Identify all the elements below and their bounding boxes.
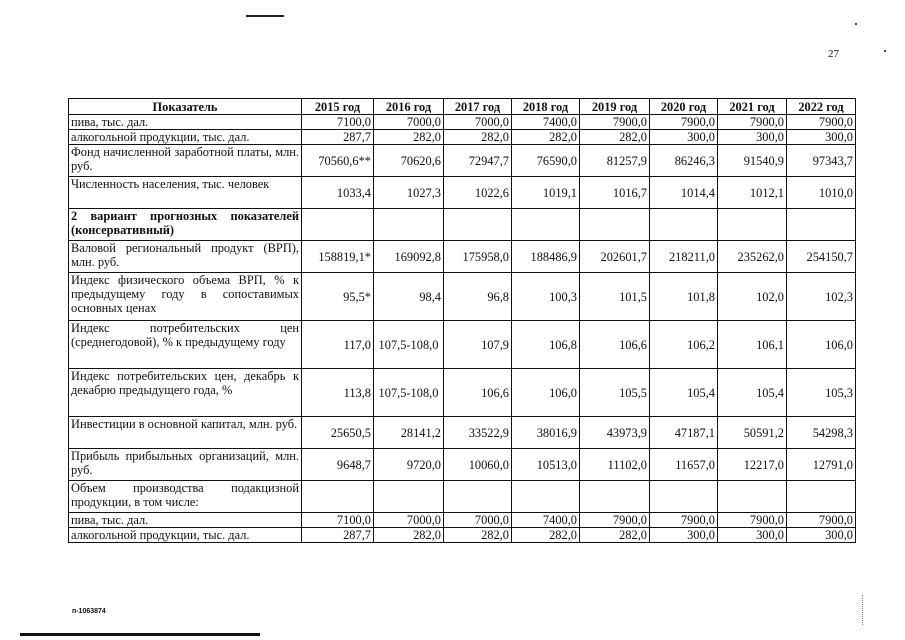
table-cell: 10513,0 [512, 449, 580, 481]
row-label: Прибыль прибыльных организаций, млн. руб. [69, 449, 302, 481]
table-header-row [69, 99, 856, 115]
column-header: 2015 год [302, 99, 374, 115]
column-header: 2016 год [374, 99, 444, 115]
scan-speck [855, 23, 857, 25]
table-cell: 86246,3 [650, 145, 718, 177]
table-cell: 105,3 [787, 369, 856, 417]
table-cell: 175958,0 [444, 241, 512, 273]
table-cell: 72947,7 [444, 145, 512, 177]
table-cell: 1012,1 [718, 177, 787, 209]
table-row [69, 417, 856, 449]
table-cell: 7000,0 [444, 513, 512, 528]
table-cell: 202601,7 [580, 241, 650, 273]
table-cell: 282,0 [512, 528, 580, 543]
table-cell: 33522,9 [444, 417, 512, 449]
column-header: 2020 год [650, 99, 718, 115]
table-cell [650, 209, 718, 241]
table-row [69, 369, 856, 417]
table-cell [650, 481, 718, 513]
table-cell [787, 209, 856, 241]
table-cell: 106,6 [580, 321, 650, 369]
row-label: Индекс потребительских цен, декабрь к декабрю предыдущего года, % [69, 369, 302, 417]
table-cell [718, 481, 787, 513]
table-cell: 113,8 [302, 369, 374, 417]
table-row [69, 209, 856, 241]
table-cell [302, 209, 374, 241]
row-label: Индекс физического объема ВРП, % к предыдущему году в сопоставимых основных ценах [69, 273, 302, 321]
table-cell: 282,0 [444, 130, 512, 145]
table-cell [718, 209, 787, 241]
table-cell: 1027,3 [374, 177, 444, 209]
table-cell: 7000,0 [444, 115, 512, 130]
table-cell: 102,0 [718, 273, 787, 321]
column-header: 2018 год [512, 99, 580, 115]
table-cell: 106,6 [444, 369, 512, 417]
table-cell: 287,7 [302, 130, 374, 145]
margin-dots [862, 595, 864, 625]
table-cell [512, 481, 580, 513]
table-cell: 254150,7 [787, 241, 856, 273]
table-cell: 106,0 [512, 369, 580, 417]
column-header: 2021 год [718, 99, 787, 115]
table-cell: 9648,7 [302, 449, 374, 481]
table-cell: 54298,3 [787, 417, 856, 449]
table-cell: 1019,1 [512, 177, 580, 209]
table-cell: 100,3 [512, 273, 580, 321]
table-cell [580, 209, 650, 241]
table-cell: 282,0 [374, 528, 444, 543]
table-cell: 218211,0 [650, 241, 718, 273]
table-cell: 28141,2 [374, 417, 444, 449]
table-row [69, 528, 856, 543]
table-row [69, 241, 856, 273]
table-cell [512, 209, 580, 241]
table-cell [580, 481, 650, 513]
table-cell: 12791,0 [787, 449, 856, 481]
table-cell: 11657,0 [650, 449, 718, 481]
table-cell: 91540,9 [718, 145, 787, 177]
table-cell: 282,0 [444, 528, 512, 543]
table-cell: 9720,0 [374, 449, 444, 481]
table-cell: 300,0 [718, 528, 787, 543]
table-cell: 7100,0 [302, 513, 374, 528]
forecast-table [68, 98, 856, 543]
table-row [69, 177, 856, 209]
table-cell [444, 209, 512, 241]
row-label: пива, тыс. дал. [69, 115, 302, 130]
table-row [69, 115, 856, 130]
table-cell: 81257,9 [580, 145, 650, 177]
column-header: Показатель [69, 99, 302, 115]
table-cell: 106,1 [718, 321, 787, 369]
table-cell: 96,8 [444, 273, 512, 321]
table-row [69, 513, 856, 528]
table-cell [374, 209, 444, 241]
table-cell: 70560,6** [302, 145, 374, 177]
table-cell: 7000,0 [374, 513, 444, 528]
row-label: Объем производства подакцизной продукции, в том числе: [69, 481, 302, 513]
table-cell: 107,9 [444, 321, 512, 369]
table-cell: 7400,0 [512, 115, 580, 130]
bottom-rule [20, 633, 260, 636]
table-cell: 7900,0 [718, 115, 787, 130]
table-cell: 12217,0 [718, 449, 787, 481]
column-header: 2017 год [444, 99, 512, 115]
table-cell: 287,7 [302, 528, 374, 543]
row-label: Фонд начисленной заработной платы, млн. руб. [69, 145, 302, 177]
table-cell: 7400,0 [512, 513, 580, 528]
table-row [69, 321, 856, 369]
table-cell: 106,2 [650, 321, 718, 369]
table-cell: 1014,4 [650, 177, 718, 209]
table-cell: 158819,1* [302, 241, 374, 273]
table-cell: 7100,0 [302, 115, 374, 130]
table-cell: 7900,0 [650, 115, 718, 130]
table-cell: 76590,0 [512, 145, 580, 177]
table-cell: 95,5* [302, 273, 374, 321]
column-header: 2022 год [787, 99, 856, 115]
table-cell: 107,5-108,0 [374, 321, 444, 369]
table-cell: 300,0 [718, 130, 787, 145]
table-cell: 1022,6 [444, 177, 512, 209]
table-row [69, 481, 856, 513]
table-cell: 7900,0 [580, 115, 650, 130]
page-number: 27 [828, 48, 839, 60]
table-cell: 105,4 [718, 369, 787, 417]
table-cell [302, 481, 374, 513]
table-cell: 105,4 [650, 369, 718, 417]
table-cell: 7900,0 [650, 513, 718, 528]
row-label: 2 вариант прогнозных показателей (консервативный) [69, 209, 302, 241]
row-label: Валовой региональный продукт (ВРП), млн. руб. [69, 241, 302, 273]
table-cell: 300,0 [650, 528, 718, 543]
table-cell [787, 481, 856, 513]
row-label: алкогольной продукции, тыс. дал. [69, 528, 302, 543]
footer-document-code: п-1063874 [72, 608, 106, 615]
table-cell: 50591,2 [718, 417, 787, 449]
table-cell: 107,5-108,0 [374, 369, 444, 417]
table-row [69, 449, 856, 481]
table-cell: 1010,0 [787, 177, 856, 209]
table-cell: 300,0 [787, 528, 856, 543]
row-label: Численность населения, тыс. человек [69, 177, 302, 209]
table-row [69, 145, 856, 177]
row-label: алкогольной продукции, тыс. дал. [69, 130, 302, 145]
row-label: Инвестиции в основной капитал, млн. руб. [69, 417, 302, 449]
table-cell: 7900,0 [718, 513, 787, 528]
table-cell: 235262,0 [718, 241, 787, 273]
row-label: пива, тыс. дал. [69, 513, 302, 528]
table-cell: 282,0 [374, 130, 444, 145]
table-cell: 300,0 [787, 130, 856, 145]
table-cell [444, 481, 512, 513]
table-cell: 188486,9 [512, 241, 580, 273]
table-cell: 7900,0 [580, 513, 650, 528]
table-cell: 106,8 [512, 321, 580, 369]
table-cell: 47187,1 [650, 417, 718, 449]
table-cell: 102,3 [787, 273, 856, 321]
table-cell: 10060,0 [444, 449, 512, 481]
table-cell: 11102,0 [580, 449, 650, 481]
table-cell: 101,8 [650, 273, 718, 321]
table-cell: 38016,9 [512, 417, 580, 449]
table-row [69, 130, 856, 145]
column-header: 2019 год [580, 99, 650, 115]
table-cell: 101,5 [580, 273, 650, 321]
scan-speck [884, 50, 886, 52]
table-cell: 7000,0 [374, 115, 444, 130]
table-cell: 282,0 [580, 528, 650, 543]
table-cell: 300,0 [650, 130, 718, 145]
table-cell: 7900,0 [787, 513, 856, 528]
table-cell: 70620,6 [374, 145, 444, 177]
table-cell: 282,0 [512, 130, 580, 145]
table-row [69, 273, 856, 321]
table-cell: 117,0 [302, 321, 374, 369]
table-cell: 1016,7 [580, 177, 650, 209]
top-dash-mark [246, 15, 284, 17]
table-cell: 106,0 [787, 321, 856, 369]
table-cell: 282,0 [580, 130, 650, 145]
table-cell [374, 481, 444, 513]
table-cell: 97343,7 [787, 145, 856, 177]
table-cell: 105,5 [580, 369, 650, 417]
table-cell: 25650,5 [302, 417, 374, 449]
table-cell: 1033,4 [302, 177, 374, 209]
table-cell: 169092,8 [374, 241, 444, 273]
table-cell: 43973,9 [580, 417, 650, 449]
table-cell: 7900,0 [787, 115, 856, 130]
row-label: Индекс потребительских цен (среднегодовой), % к предыдущему году [69, 321, 302, 369]
table-body [69, 115, 856, 543]
table-cell: 98,4 [374, 273, 444, 321]
